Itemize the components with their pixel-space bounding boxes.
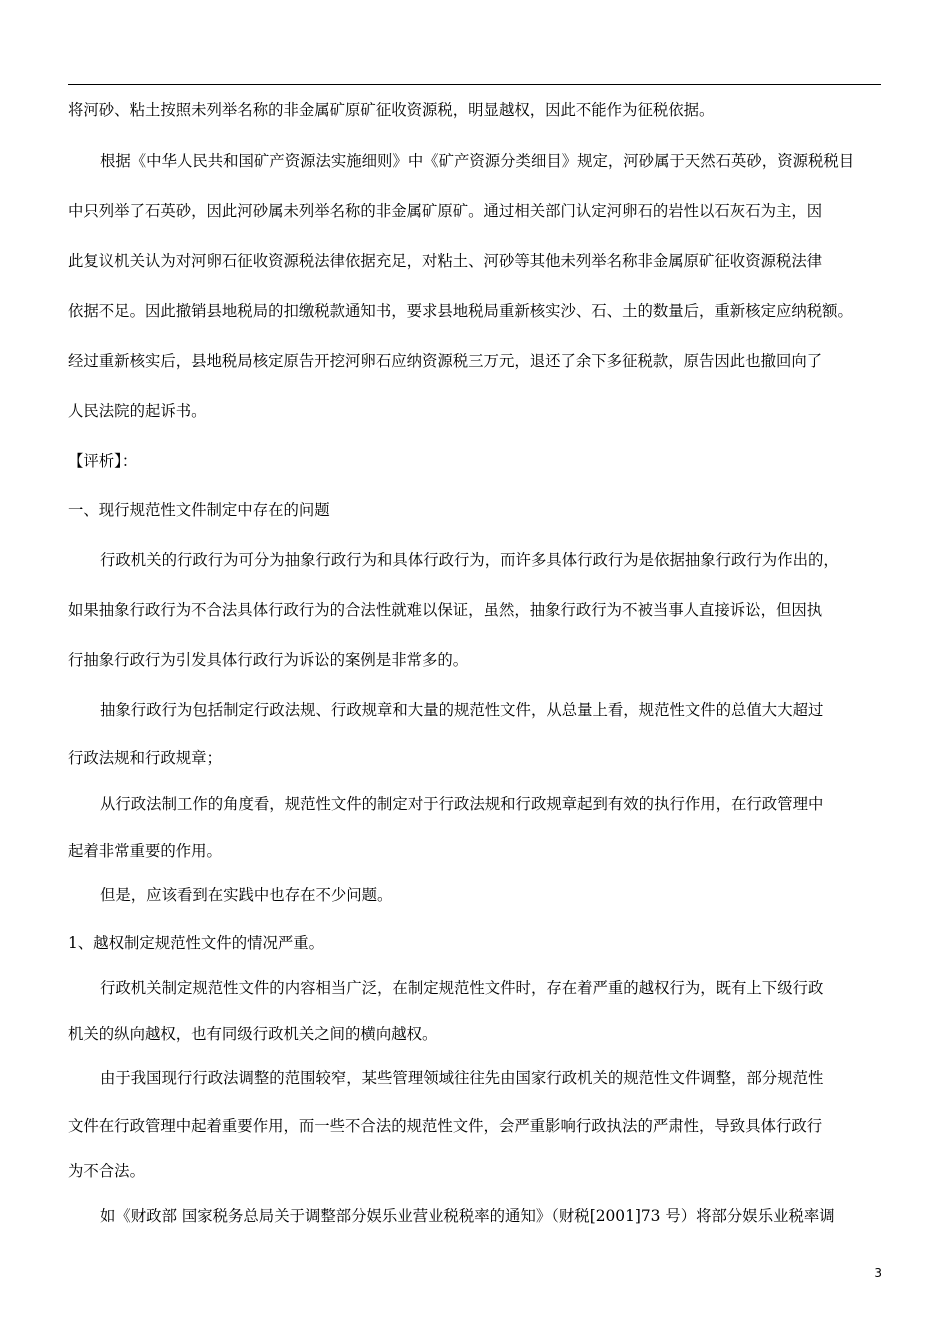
text-line: 将河砂、粘土按照未列举名称的非金属矿原矿征收资源税，明显越权，因此不能作为征税依据。	[68, 101, 715, 119]
text-line: 如果抽象行政行为不合法具体行政行为的合法性就难以保证，虽然，抽象行政行为不被当事人直接诉讼，但因执	[68, 601, 823, 619]
text-line: 行政机关制定规范性文件的内容相当广泛，在制定规范性文件时，存在着严重的越权行为，既有上下级行政	[100, 979, 824, 997]
text-line: 行政机关的行政行为可分为抽象行政行为和具体行政行为，而许多具体行政行为是依据抽象行政行为作出的，	[100, 551, 839, 569]
page-number: 3	[874, 1266, 882, 1280]
text-line: 行抽象行政行为引发具体行政行为诉讼的案例是非常多的。	[68, 651, 469, 669]
text-line: 为不合法。	[68, 1162, 145, 1180]
text-line: 起着非常重要的作用。	[68, 842, 222, 860]
text-line: 依据不足。因此撤销县地税局的扣缴税款通知书，要求县地税局重新核实沙、石、土的数量后，重新核定应纳税额。	[68, 302, 853, 320]
header-rule	[68, 84, 881, 85]
text-line: 机关的纵向越权，也有同级行政机关之间的横向越权。	[68, 1025, 438, 1043]
text-line: 行政法规和行政规章；	[68, 749, 222, 767]
text-line: 中只列举了石英砂，因此河砂属未列举名称的非金属矿原矿。通过相关部门认定河卵石的岩性以石灰石为主，因	[68, 202, 823, 220]
text-line: 根据《中华人民共和国矿产资源法实施细则》中《矿产资源分类细目》规定，河砂属于天然石英砂，资源税税目	[100, 152, 855, 170]
text-line: 此复议机关认为对河卵石征收资源税法律依据充足，对粘土、河砂等其他未列举名称非金属原矿征收资源税法律	[68, 252, 823, 270]
text-line: 抽象行政行为包括制定行政法规、行政规章和大量的规范性文件，从总量上看，规范性文件的总值大大超过	[100, 701, 824, 719]
text-line: 经过重新核实后，县地税局核定原告开挖河卵石应纳资源税三万元，退还了余下多征税款，原告因此也撤回向了	[68, 352, 823, 370]
section-heading: 一、现行规范性文件制定中存在的问题	[68, 501, 330, 519]
text-line: 如《财政部 国家税务总局关于调整部分娱乐业营业税税率的通知》（财税[2001]73 号）将部分娱乐业税率调	[100, 1207, 835, 1225]
text-line: 文件在行政管理中起着重要作用，而一些不合法的规范性文件，会严重影响行政执法的严肃性，导致具体行政行	[68, 1117, 823, 1135]
text-line: 由于我国现行行政法调整的范围较窄，某些管理领域往往先由国家行政机关的规范性文件调整，部分规范性	[100, 1069, 824, 1087]
text-line: 但是，应该看到在实践中也存在不少问题。	[100, 886, 393, 904]
section-heading: 1、越权制定规范性文件的情况严重。	[68, 934, 325, 952]
text-line: 人民法院的起诉书。	[68, 402, 207, 420]
section-label: 【评析】：	[68, 452, 138, 470]
text-line: 从行政法制工作的角度看，规范性文件的制定对于行政法规和行政规章起到有效的执行作用，在行政管理中	[100, 795, 824, 813]
